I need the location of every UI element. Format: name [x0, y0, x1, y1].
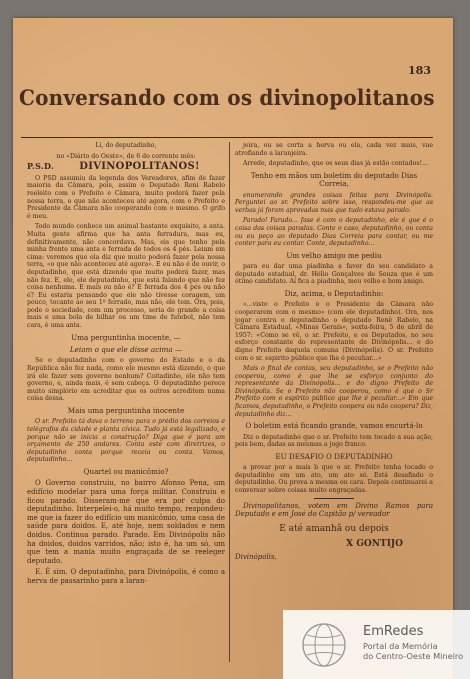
headline-line — [27, 163, 225, 172]
subheading: EU DESAFIO O DEPUTADINHO — [275, 451, 393, 461]
right-column — [235, 142, 433, 565]
intro-line: Li, do deputadinho, — [95, 142, 157, 149]
left-column — [27, 142, 225, 589]
paragraph: Divinopolitanos, votem em Divino Ramos para Deputado e em José do Capitão p/ vereador — [235, 501, 433, 519]
short-rule — [314, 498, 354, 499]
watermark-line: Portal da Memória — [363, 641, 438, 651]
paragraph: enumerando grandes coisas feitas para Divinópolis. Perguntei ao sr. Prefeito sobre isso, respondeu-me que as verbas já foram aprovadas mas que tudo estava parado. — [235, 191, 433, 214]
psd-label: P.S.D. — [27, 161, 54, 172]
intro-source: no «Diário do Oeste», de 6 do corrente mês: — [56, 152, 196, 160]
paragraph: jeira, ou se corta a herva ou ela, cada vez mais, vae atrofiando a laranjeira. — [235, 142, 433, 157]
paragraph: Mais o final de contas, seu deputadinho, se o Prefeito não cooperou, como é que lhe se esforço conjunto do representante da Divinópolis... e do digno Prefeito de Divinópolis. Se o Prefeito não cooperou, como é que o Sr Prefeito com o espírito público que lhe é peculiar...» Em que ficamos, deputadinho, o Prefeito coopera ou não coopera? Diz, deputadinho diz... — [235, 365, 433, 418]
paragraph: O Governo construiu, no bairro Afonso Pena, um edifício modelar para uma força militar. Construiu e ficou parado. Disseram-me que era por culpa do deputadinho. Interpelei-o, há muito tempo, respondeu-me que ia fazer do edifício um manicômio, uma casa de saúde para doidos. E, até hoje, nem soldados e nem doidos. Continua parado. Parado. Em Divinópolis não ha doidos, doidos varridos, não; isto é, ha um só, um que tem a mania muito engraçada de se reeleger deputado. — [27, 479, 225, 565]
paragraph: E. É sim. O deputadinho, para Divinópolis, é como a herva de passarinho para a laran- — [27, 568, 225, 585]
subheading: O boletim está ficando grande, vamos encurtá-lo — [245, 421, 423, 431]
subheading: Tenho em mãos um boletim do deputado Dias Correia, — [250, 170, 418, 189]
column-divider — [229, 142, 230, 662]
paragraph: O PSD assumiu da legenda dos Vereadores, afim de fazer maioria da Câmara, pois, assim o Deputado Reni Rabelo reeleito com o Prefeito e Câmara, muito poderá fazer pela nossa terra, o que não aconteceu até agora, com o Prefeito e Presidente da Câmara não cooperando com o mesmo. O grifo é meu. — [27, 174, 225, 220]
signoff: E até amanhã ou depois — [279, 523, 389, 534]
place-line: Divinópolis, — [235, 553, 277, 562]
globe-logo-icon — [301, 622, 347, 668]
subheading: Leiam o que ele disse acima — — [69, 345, 183, 355]
paragraph: Todo mundo conhece um animal bastante exquisito, a anta. Muita gente afirma que ha anta ferradura, mas eu, definitivamente, não concordava. Mas, eis que tenho pela minha frente uma anta e ferrada de todos os 4 pés. Leiam em cima: veremos que ela diz que muito poderá fazer pela nossa terra, «o que não aconteceu até agora». E eu não é de ouvir, o deputadinho, que está dizendo que muito poderá fazer, mas não fez. E, ele, ele deputadinho, que está falando que não fez coisa nenhuma. E mais ou não é? E ferrada dos 4 pés ou não é? Eu estaria pensando que ele não tivesse coragem, um pouco, tocante ao seu 1º ferrado, mas não, ele tem. Ora, pois, pode o sociedade, com um processo, seria de grande a coisa mais e uma bola de bilhar ou um time de futebol, não tem cara, é uma anta. — [27, 223, 225, 330]
watermark-subtitle — [363, 642, 463, 661]
paragraph: Arrede, deputadinho, que os seus dias já estão contados!... — [243, 160, 428, 168]
watermark-name: EmRedes — [363, 624, 424, 639]
subheading: Mais uma perguntinha inocente — [67, 406, 185, 416]
subheading: Uma perguntinha inocente, — — [71, 332, 181, 342]
document-page — [13, 18, 453, 679]
masthead-rule — [21, 137, 433, 138]
paragraph: para eu dar uma piadinha a favor do seu candidato a deputado estadual, dr. Hélio Gonçalves de Souza que é um ótimo candidato. Aí fica a piadinha, meu velho e bom amigo. — [235, 263, 433, 286]
subheading: Um velho amigo me pediu — [286, 250, 382, 260]
watermark-panel — [283, 610, 470, 679]
subheading: Diz, acima, o Deputadinho: — [284, 288, 384, 298]
watermark-line: do Centro-Oeste Mineiro — [363, 650, 464, 661]
subheading: Quartel ou manicômio? — [83, 467, 169, 476]
paragraph: Parado! Parado... fase é com o deputadinho, ele é que é o coisa das coisas paradas. Conte o caso, deputadinho, ou conta ou eu peço ao deputado Dias Correia para contar, ou me conter para eu contar. Conte, deputadinho... — [235, 217, 433, 248]
paragraph: «...visto o Prefeito e o Presidente da Câmara não cooperarem com o mesmo» (com ele deputadinho). Ora, nos jogar contra o deputadinho o deputado Renê Rabelo, na Câmara Estadual, «Minas Gerais», sexta-feira, 5 de abril de 1957: «Como se vê, o sr. Prefeito, e os Deputados, no seu esforço constante do representante de Divinópolis... e do digno Prefeito daquela comuna (Divinópolis). O sr. Prefeito com o sr. espirito público que lhe é peculiar...» — [235, 301, 433, 362]
page-number: 183 — [408, 64, 431, 77]
paragraph: O sr. Prefeito tá dava o terreno para o prédio dos correios e telégrafos da cidade e planta cívica. Tudo já está legalizado, e porque não se inicia a construção? Diga que é para um orçamento de 250 andares. Conta este com diretrizes, o deputadinho conta porque receia ou conta. Vamos, deputadinho... — [27, 418, 225, 464]
signature: X GONTIJO — [346, 538, 403, 549]
paragraph: a provar por a mais b que o sr. Prefeito tenha tocado o deputadinho em um ato, um ato só. Está desafiado o deputadinho. Ou prova a mesma ou cara. Depois continuarei a conversar sobre coisas muito engraçadas. — [235, 464, 433, 495]
paragraph: Se o deputadinho com o governo do Estado e o da República não fez nada, como ele mesmo está dizendo, o que irá ele fazer sem governo nenhum? Coitadinho, ele não tem governo, e, ainda mais, é sem cabeça. O deputadinho perece muito simplório em acreditar que os outros acreditem numa coisa dessa. — [27, 357, 225, 403]
masthead-title: Conversando com os divinopolitanos — [19, 86, 435, 111]
paragraph: Diz o deputadinho que o sr. Prefeito tem tocado a sua ação, pois bem, dadas as mesmas a jogo franco. — [235, 433, 433, 449]
headline: DIVINOPOLITANOS! — [79, 161, 200, 173]
